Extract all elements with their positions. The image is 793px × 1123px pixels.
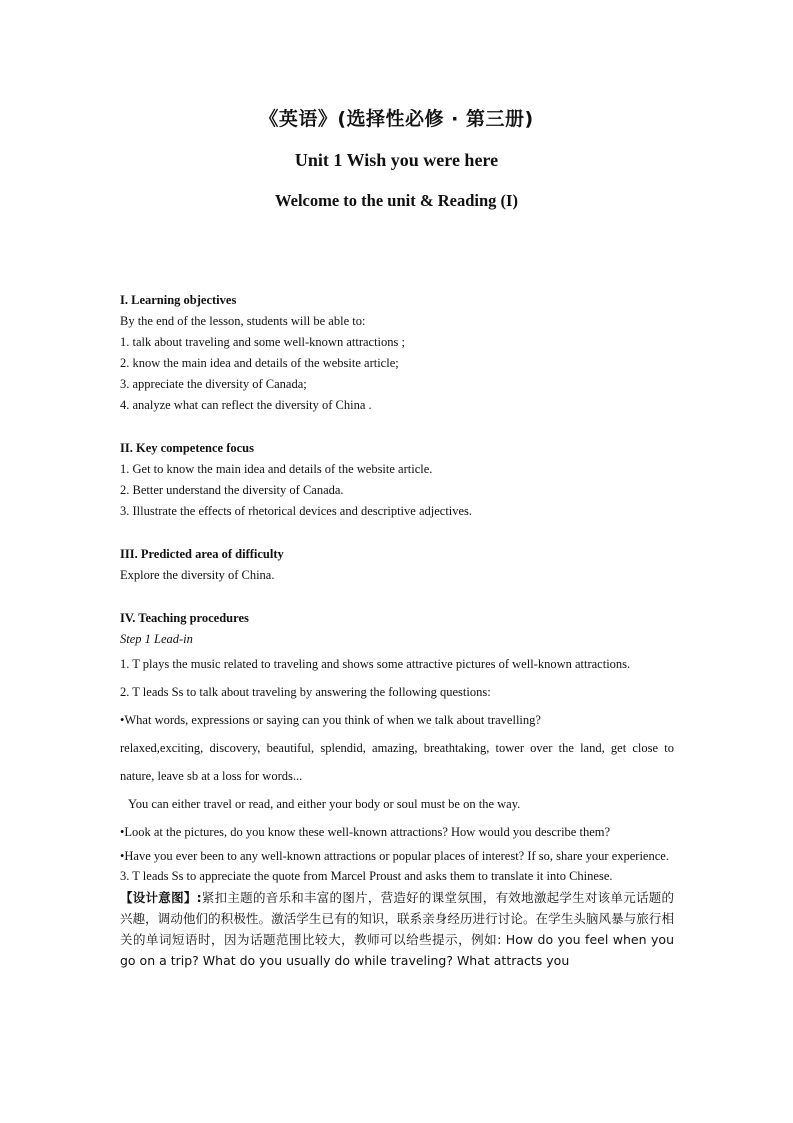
answer-examples: relaxed,exciting, discovery, beautiful, splendid, amazing, breathtaking, tower over the land, get close to nature, leave sb at a loss for words... — [120, 741, 674, 783]
question-item: •Have you ever been to any well-known attractions or popular places of interest? If so, share your experience. — [120, 849, 669, 863]
step-title: Step 1 Lead-in — [120, 632, 193, 646]
question-item: •Look at the pictures, do you know these well-known attractions? How would you describe them? — [120, 825, 611, 839]
procedure-paragraph: 3. T leads Ss to appreciate the quote from Marcel Proust and asks them to translate it into Chinese. — [120, 869, 613, 883]
section-heading-objectives: I. Learning objectives — [120, 293, 237, 307]
objective-item: 4. analyze what can reflect the diversity of China . — [120, 398, 372, 412]
design-intent-paragraph — [120, 887, 674, 971]
section-heading-competence: II. Key competence focus — [120, 441, 254, 455]
design-intent-label: 【设计意图】: — [120, 890, 202, 905]
section-heading-procedures: IV. Teaching procedures — [120, 611, 249, 625]
competence-item: 3. Illustrate the effects of rhetorical devices and descriptive adjectives. — [120, 504, 473, 518]
unit-title: Unit 1 Wish you were here — [294, 150, 499, 170]
competence-item: 1. Get to know the main idea and details of the website article. — [120, 462, 433, 476]
design-intent-text: 紧扣主题的音乐和丰富的图片，营造好的课堂氛围，有效地激起学生对该单元话题的兴趣，调动他们的积极性。激活学生已有的知识，联系亲身经历进行讨论。在学生头脑风暴与旅行相关的单词短语时，因为话题范围比较大，教师可以给些提示，例如: How do you feel when you go on a trip? What do you usually do while traveling? What attracts you — [120, 890, 674, 968]
section-heading-difficulty: III. Predicted area of difficulty — [120, 547, 284, 561]
procedure-paragraph: 1. T plays the music related to traveling and shows some attractive pictures of well-known attractions. — [120, 657, 631, 671]
procedure-paragraph: 2. T leads Ss to talk about traveling by answering the following questions: — [120, 685, 491, 699]
document-body — [120, 290, 674, 971]
question-item: •What words, expressions or saying can you think of when we talk about travelling? — [120, 713, 541, 727]
difficulty-text: Explore the diversity of China. — [120, 568, 275, 582]
lesson-title: Welcome to the unit & Reading (I) — [275, 191, 518, 210]
quote-line: You can either travel or read, and either your body or soul must be on the way. — [128, 797, 521, 811]
objective-item: 3. appreciate the diversity of Canada; — [120, 377, 307, 391]
objectives-intro: By the end of the lesson, students will be able to: — [120, 314, 366, 328]
competence-item: 2. Better understand the diversity of Canada. — [120, 483, 344, 497]
book-title: 《英语》(选择性必修 · 第三册) — [259, 108, 534, 130]
objective-item: 1. talk about traveling and some well-known attractions ; — [120, 335, 405, 349]
objective-item: 2. know the main idea and details of the website article; — [120, 356, 399, 370]
